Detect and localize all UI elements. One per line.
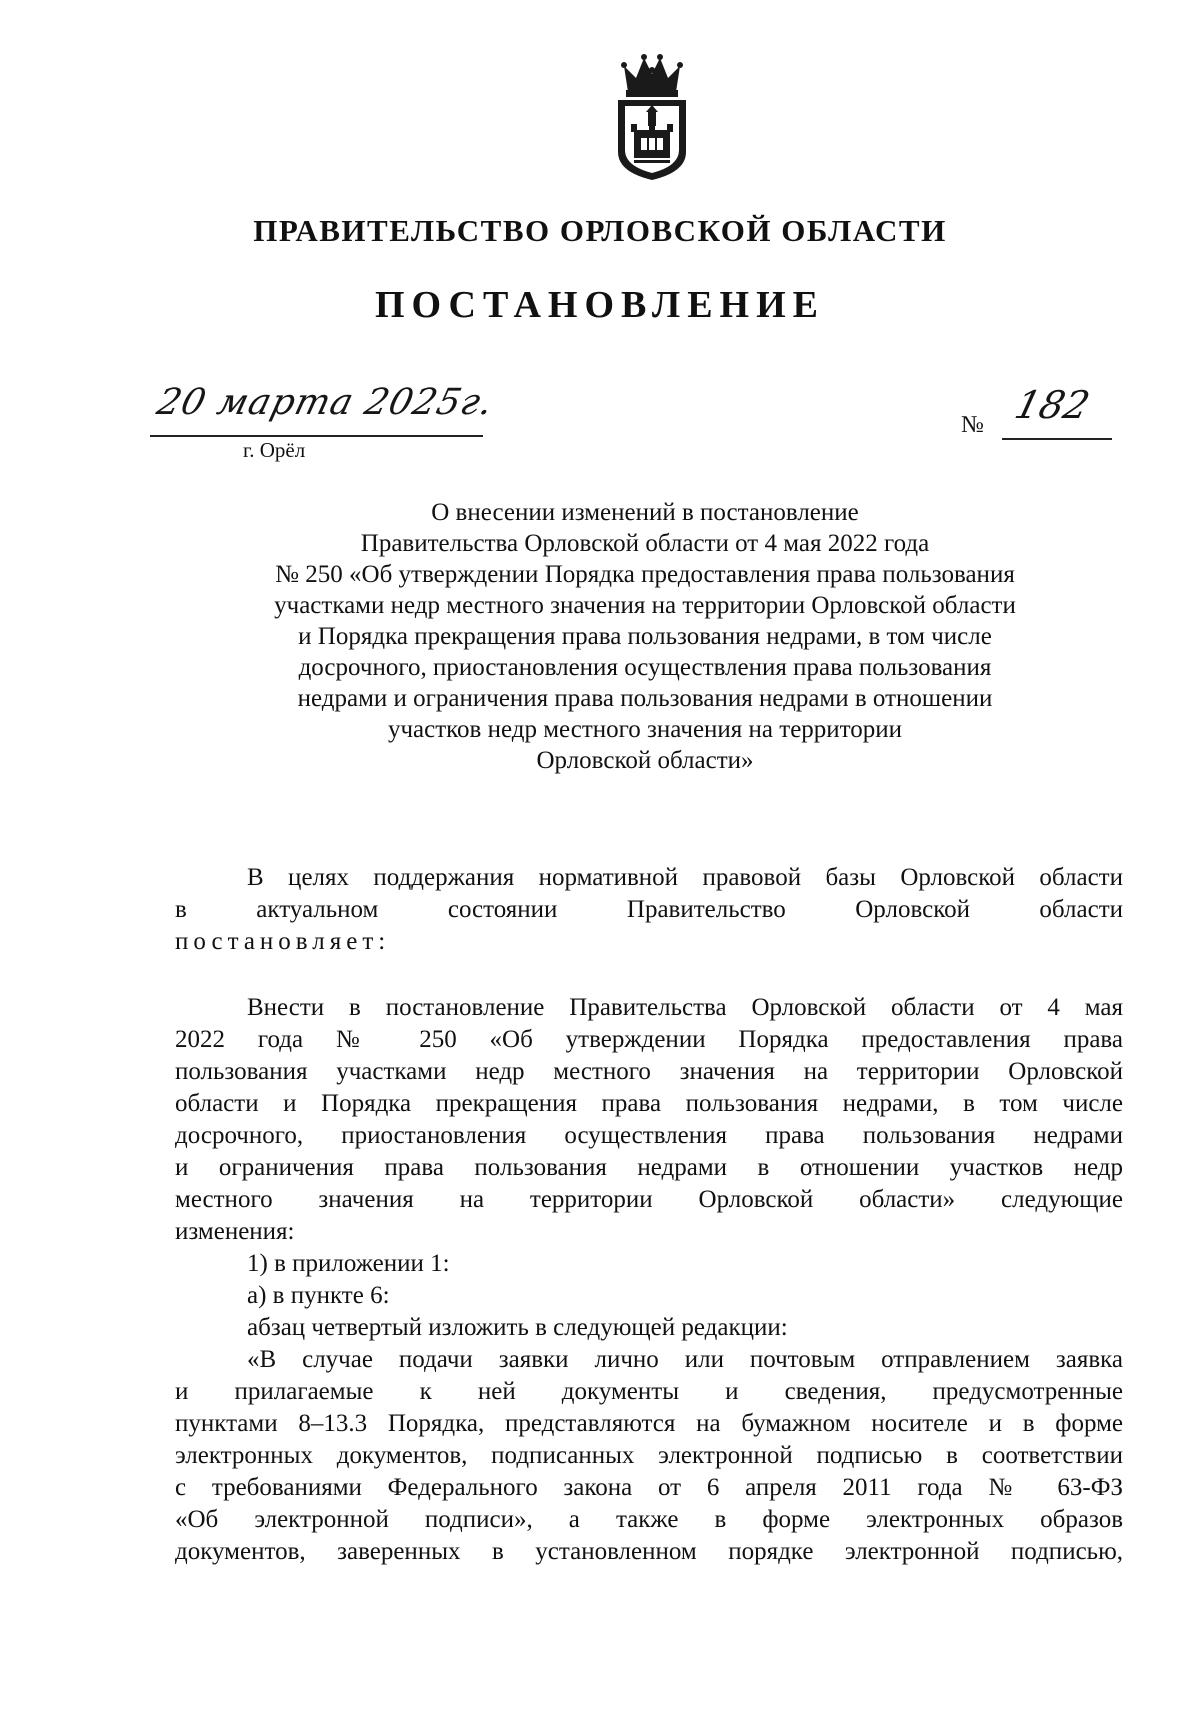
body-line: с требованиями Федерального закона от 6 апреля 2011 года № 63-ФЗ bbox=[175, 1474, 1123, 1501]
city-label: г. Орёл bbox=[243, 438, 306, 462]
body-line: «В случае подачи заявки лично или почтовым отправлением заявка bbox=[247, 1346, 1123, 1373]
body-line: пунктами 8–13.3 Порядка, представляются на бумажном носителе и в форме bbox=[175, 1410, 1123, 1437]
subject-line: досрочного, приостановления осуществления права пользования bbox=[298, 654, 992, 681]
body-line: «Об электронной подписи», а также в форме электронных образов bbox=[175, 1506, 1123, 1533]
subject-line: О внесении изменений в постановление bbox=[431, 499, 859, 526]
subject-line: участков недр местного значения на территории bbox=[387, 716, 903, 743]
body-line: пользования участками недр местного значения на территории Орловской bbox=[175, 1058, 1123, 1085]
subject-line: участками недр местного значения на территории Орловской области bbox=[274, 592, 1016, 619]
body-line: 2022 года № 250 «Об утверждении Порядка предоставления права bbox=[175, 1026, 1123, 1053]
body-line: Внести в постановление Правительства Орловской области от 4 мая bbox=[247, 994, 1123, 1021]
orel-region-coat-of-arms-icon bbox=[604, 52, 700, 182]
preamble-line: В целях поддержания нормативной правовой базы Орловской области bbox=[247, 864, 1123, 891]
body-line: и прилагаемые к ней документы и сведения, предусмотренные bbox=[175, 1378, 1123, 1405]
operative-text bbox=[175, 992, 1123, 1568]
subject-line: Правительства Орловской области от 4 мая 2022 года bbox=[360, 530, 930, 557]
body-line: досрочного, приостановления осуществления права пользования недрами bbox=[175, 1122, 1123, 1149]
date-underline bbox=[150, 435, 483, 437]
body-line: электронных документов, подписанных электронной подписью в соответствии bbox=[175, 1442, 1123, 1469]
number-label: № bbox=[961, 412, 984, 438]
body-line: а) в пункте 6: bbox=[247, 1282, 390, 1309]
organization-title: ПРАВИТЕЛЬСТВО ОРЛОВСКОЙ ОБЛАСТИ bbox=[253, 213, 947, 248]
number-underline bbox=[1002, 438, 1112, 440]
handwritten-number: 182 bbox=[1010, 383, 1095, 427]
body-line: местного значения на территории Орловской области» следующие bbox=[175, 1186, 1123, 1213]
body-line: абзац четвертый изложить в следующей редакции: bbox=[247, 1314, 788, 1341]
subject-line: Орловской области» bbox=[536, 747, 754, 774]
body-line: области и Порядка прекращения права пользования недрами, в том числе bbox=[175, 1090, 1123, 1117]
body-line: изменения: bbox=[175, 1218, 295, 1245]
subject-line: № 250 «Об утверждении Порядка предоставления права пользования bbox=[275, 561, 1015, 588]
document-type-title: ПОСТАНОВЛЕНИЕ bbox=[374, 284, 826, 326]
body-line: 1) в приложении 1: bbox=[247, 1250, 450, 1277]
subject-line: недрами и ограничения права пользования недрами в отношении bbox=[297, 685, 993, 712]
preamble-paragraph bbox=[175, 862, 1123, 958]
subject-line: и Порядка прекращения права пользования недрами, в том числе bbox=[298, 623, 992, 650]
body-line: и ограничения права пользования недрами в отношении участков недр bbox=[175, 1154, 1123, 1181]
body-line: документов, заверенных в установленном порядке электронной подписью, bbox=[175, 1538, 1123, 1565]
preamble-resolves-line: постановляет: bbox=[175, 928, 391, 955]
preamble-line: в актуальном состоянии Правительство Орловской области bbox=[175, 896, 1123, 923]
handwritten-date: 20 марта 2025г. bbox=[152, 382, 499, 423]
document-subject bbox=[205, 497, 1085, 776]
